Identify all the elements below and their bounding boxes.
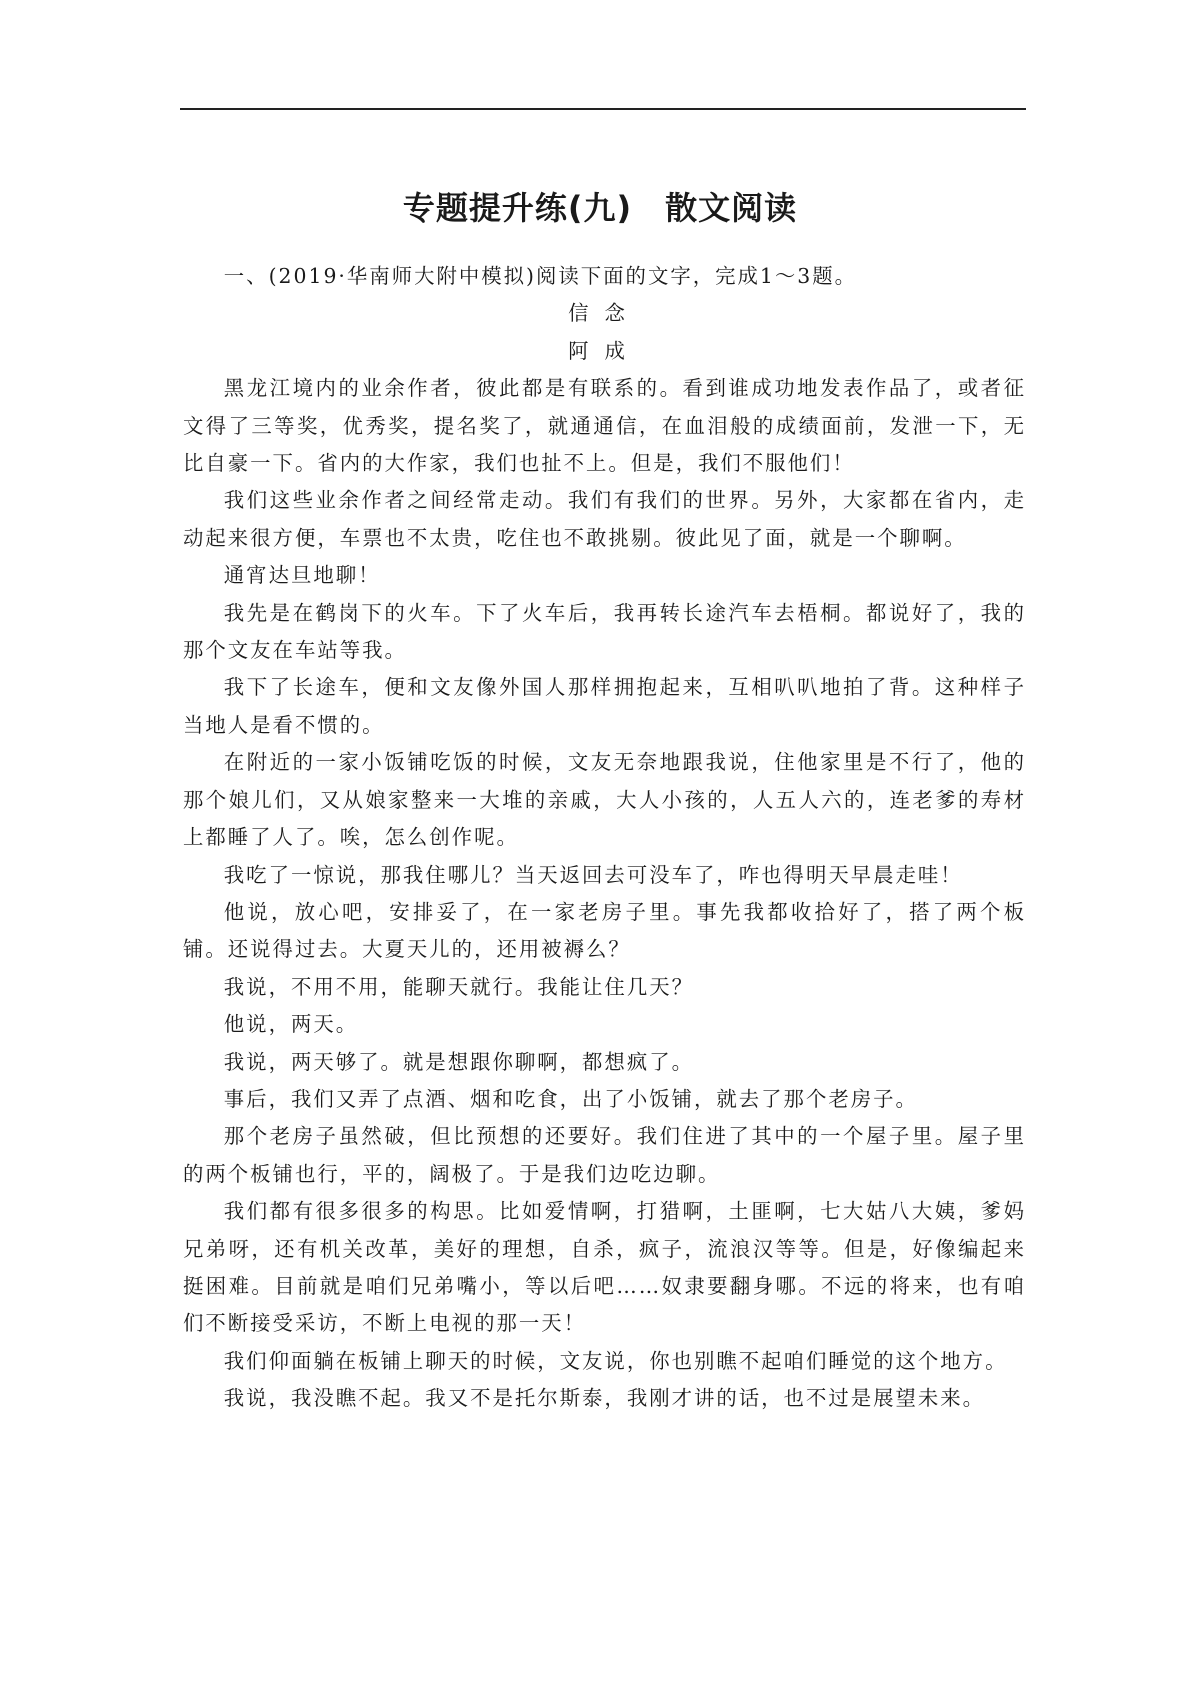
paragraph: 他说，放心吧，安排妥了，在一家老房子里。事先我都收拾好了，搭了两个板铺。还说得过去。大夏天儿的，还用被褥么？ bbox=[183, 899, 1026, 962]
essay-author: 阿成 bbox=[568, 338, 641, 363]
page-title: 专题提升练(九) 散文阅读 bbox=[402, 189, 798, 227]
paragraph: 我说，两天够了。就是想跟你聊啊，都想疯了。 bbox=[223, 1049, 694, 1074]
paragraph: 我们仰面躺在板铺上聊天的时候，文友说，你也别瞧不起咱们睡觉的这个地方。 bbox=[223, 1348, 1008, 1373]
paragraph: 我说，不用不用，能聊天就行。我能让住几天？ bbox=[223, 974, 694, 999]
paragraph: 在附近的一家小饭铺吃饭的时候，文友无奈地跟我说，住他家里是不行了，他的那个娘儿们，又从娘家整来一大堆的亲戚，大人小孩的，人五人六的，连老爹的寿材上都睡了人了。唉，怎么创作呢。 bbox=[183, 750, 1026, 850]
paragraph: 我吃了一惊说，那我住哪儿？当天返回去可没车了，咋也得明天早晨走哇！ bbox=[223, 862, 963, 887]
paragraph: 那个老房子虽然破，但比预想的还要好。我们住进了其中的一个屋子里。屋子里的两个板铺也行，平的，阔极了。于是我们边吃边聊。 bbox=[183, 1124, 1026, 1186]
paragraph: 事后，我们又弄了点酒、烟和吃食，出了小饭铺，就去了那个老房子。 bbox=[223, 1086, 918, 1111]
paragraph: 通宵达旦地聊！ bbox=[223, 563, 381, 588]
paragraph: 我们都有很多很多的构思。比如爱情啊，打猎啊，土匪啊，七大姑八大姨，爹妈兄弟呀，还有机关改革，美好的理想，自杀，疯子，流浪汉等等。但是，好像编起来挺困难。目前就是咱们兄弟嘴小，等以后吧……奴隶要翻身哪。不远的将来，也有咱们不断接受采访，不断上电视的那一天！ bbox=[183, 1199, 1026, 1336]
paragraph: 黑龙江境内的业余作者，彼此都是有联系的。看到谁成功地发表作品了，或者征文得了三等奖，优秀奖，提名奖了，就通通信，在血泪般的成绩面前，发泄一下，无比自豪一下。省内的大作家，我们也扯不上。但是，我们不服他们！ bbox=[183, 376, 1026, 476]
paragraph: 他说，两天。 bbox=[223, 1012, 359, 1037]
header-rule bbox=[180, 108, 1026, 110]
paragraph: 我说，我没瞧不起。我又不是托尔斯泰，我刚才讲的话，也不过是展望未来。 bbox=[223, 1386, 986, 1411]
document-body bbox=[183, 258, 1026, 1418]
paragraph: 我们这些业余作者之间经常走动。我们有我们的世界。另外，大家都在省内，走动起来很方便，车票也不太贵，吃住也不敢挑剔。彼此见了面，就是一个聊啊。 bbox=[183, 488, 1026, 550]
question-intro: 一、(2019·华南师大附中模拟)阅读下面的文字，完成1～3题。 bbox=[223, 264, 858, 288]
essay-title: 信念 bbox=[568, 301, 641, 326]
paragraph: 我先是在鹤岗下的火车。下了火车后，我再转长途汽车去梧桐。都说好了，我的那个文友在车站等我。 bbox=[183, 600, 1026, 663]
paragraph: 我下了长途车，便和文友像外国人那样拥抱起来，互相叭叭地拍了背。这种样子当地人是看不惯的。 bbox=[183, 675, 1026, 737]
